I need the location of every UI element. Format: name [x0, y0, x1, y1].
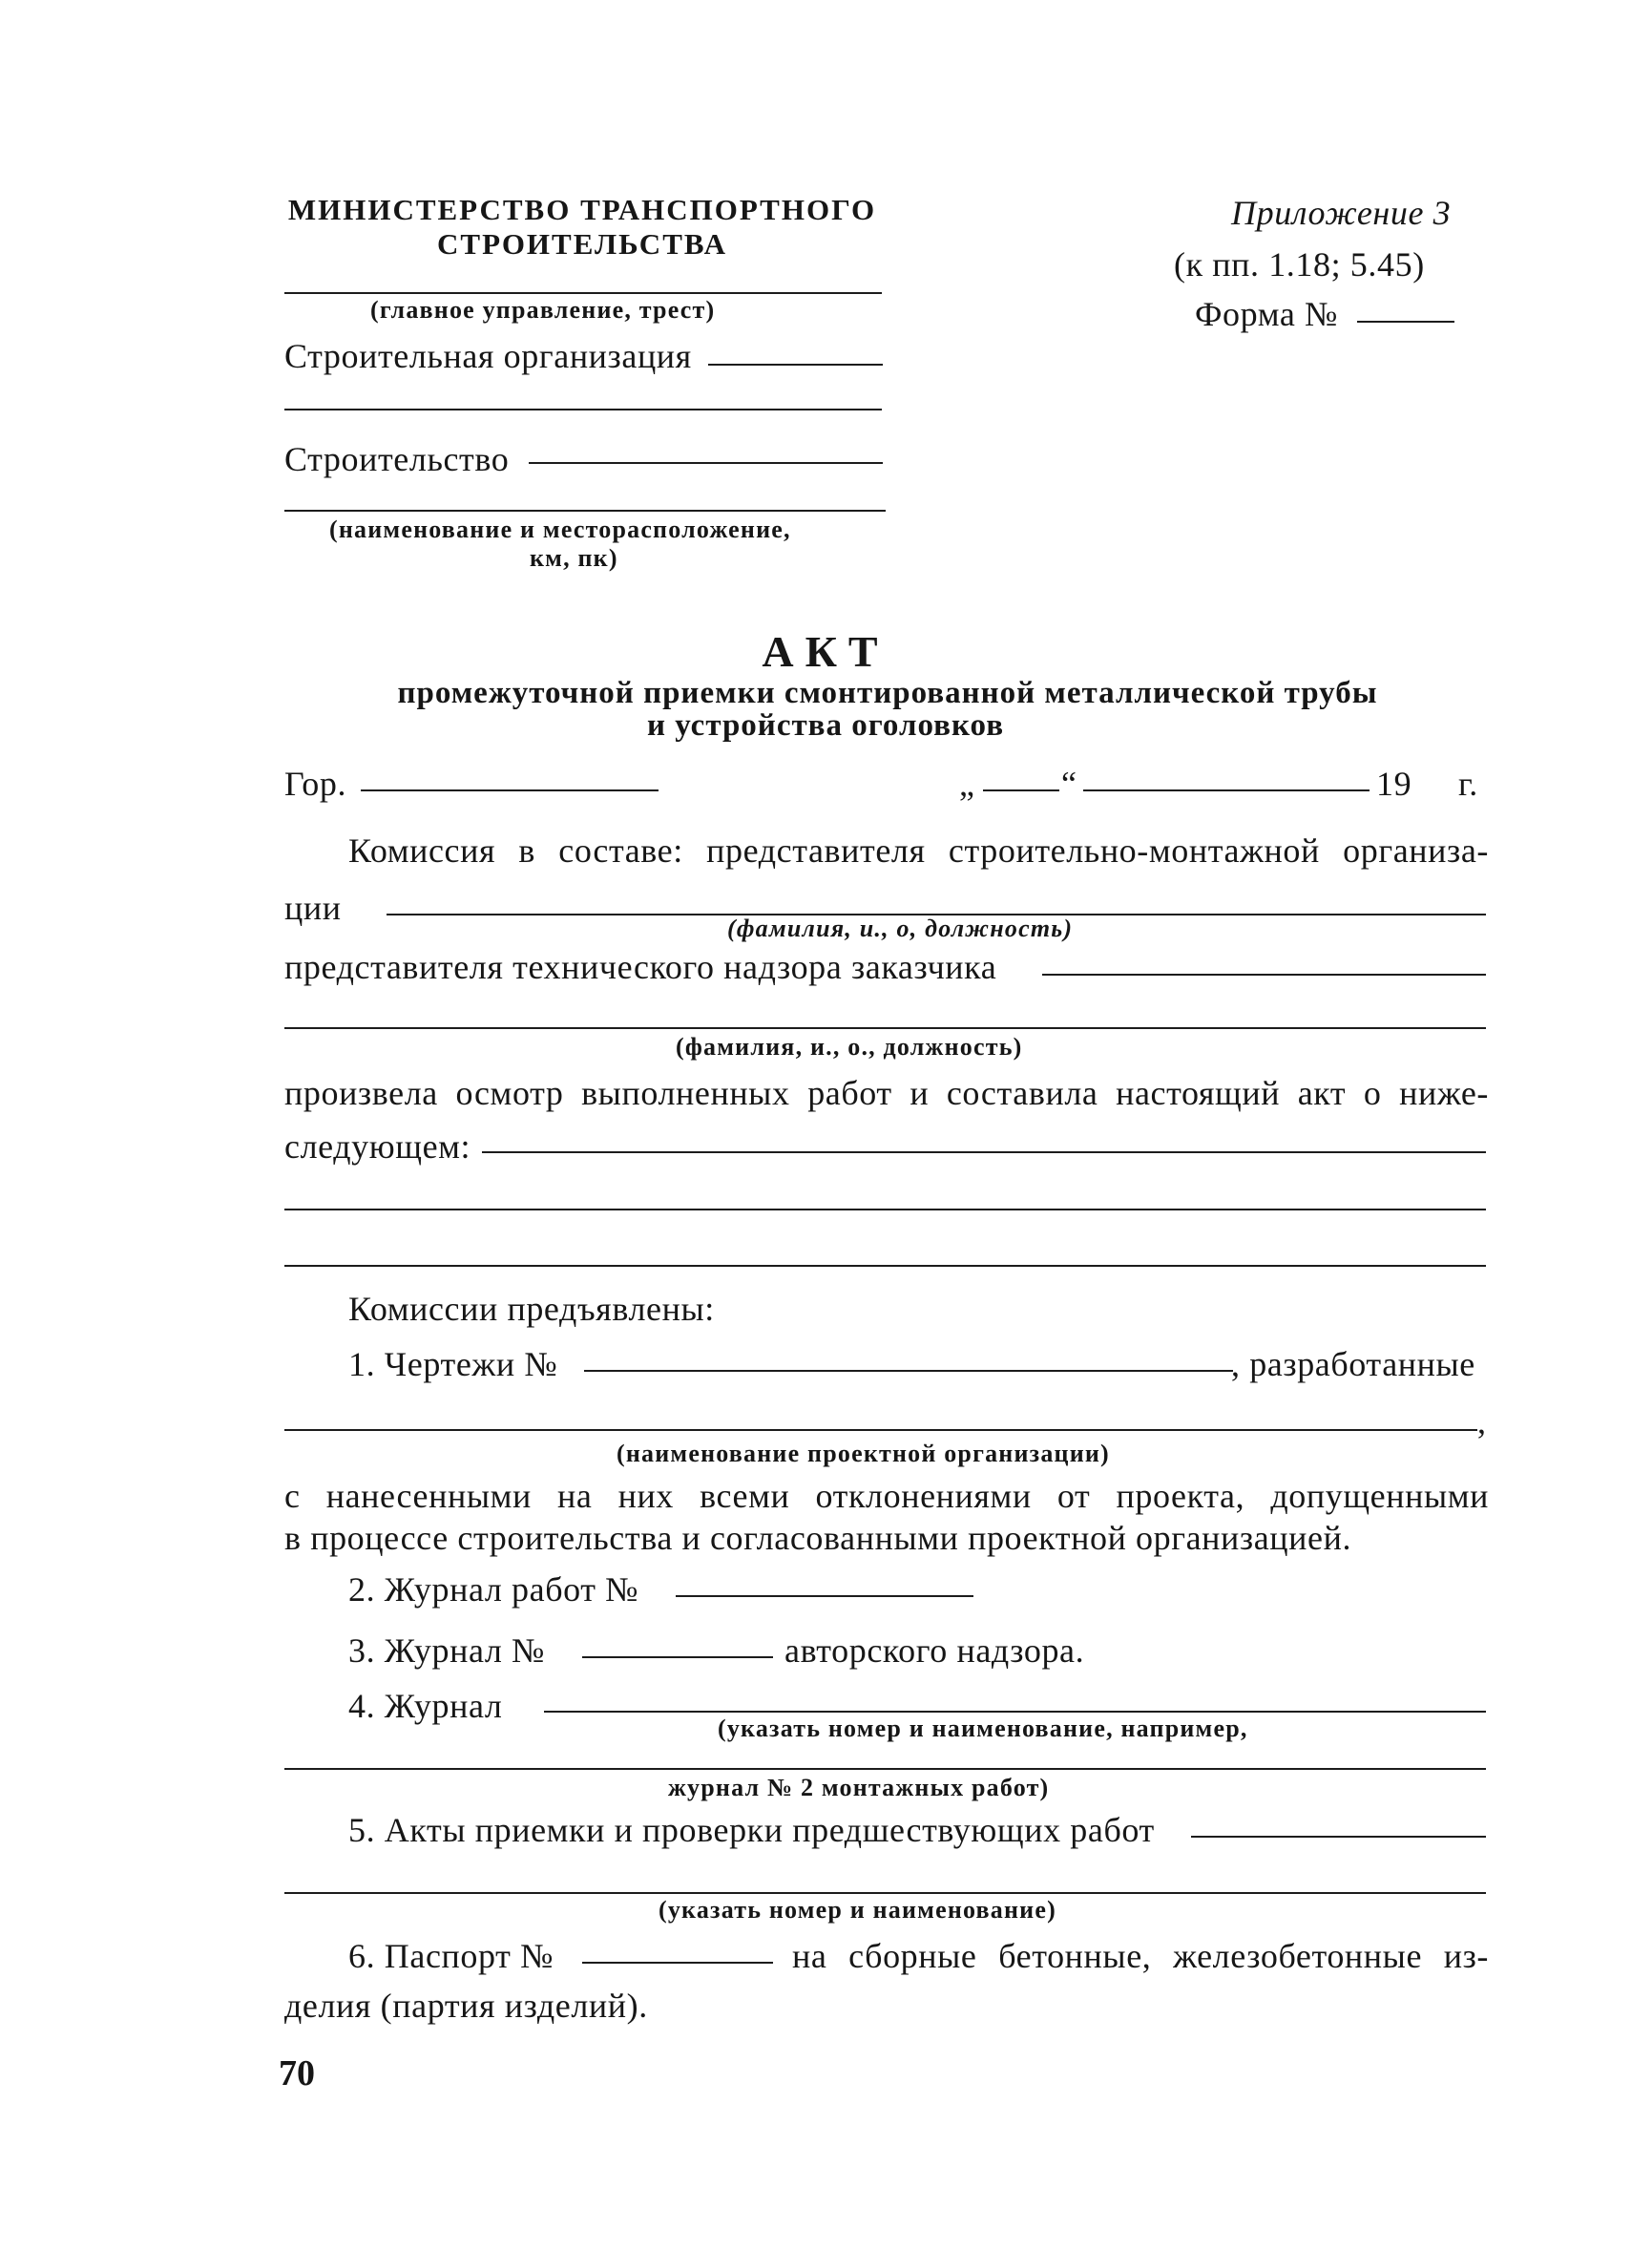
acts-line-2[interactable]	[284, 1892, 1486, 1894]
caption-acts: (указать номер и наименование)	[659, 1896, 1056, 1924]
customer-rep-line-2[interactable]	[284, 1027, 1486, 1029]
acts-line[interactable]	[1191, 1836, 1486, 1838]
item6-label: 6. Паспорт №	[348, 1937, 554, 1975]
appendix-reference: (к пп. 1.18; 5.45)	[1174, 245, 1425, 284]
journal-name-line[interactable]	[544, 1711, 1486, 1713]
presented-heading: Комиссии предъявлены:	[348, 1290, 715, 1328]
caption-journal-line1: (указать номер и наименование, например,	[718, 1715, 1248, 1742]
act-title: АКТ	[762, 627, 889, 676]
item6-suffix: на сборные бетонные, железобетонные из-	[792, 1937, 1489, 1975]
commission-line2-start: ции	[284, 889, 342, 927]
caption-journal-line2: журнал № 2 монтажных работ)	[668, 1774, 1050, 1801]
inspection-line2: следующем:	[284, 1127, 471, 1166]
findings-line-1[interactable]	[482, 1151, 1486, 1153]
act-subtitle-line2: и устройства оголовков	[646, 708, 1005, 743]
quote-open: „	[959, 765, 975, 803]
caption-design-org: (наименование проектной организации)	[617, 1440, 1110, 1467]
item4-label: 4. Журнал	[348, 1687, 503, 1725]
construction-org-line-2[interactable]	[284, 409, 882, 410]
author-journal-number-line[interactable]	[582, 1656, 773, 1658]
item1-label: 1. Чертежи №	[348, 1345, 558, 1383]
design-org-line[interactable]	[284, 1429, 1477, 1431]
item1-comma: ,	[1477, 1402, 1487, 1441]
findings-line-3[interactable]	[284, 1265, 1486, 1267]
inspection-line1: произвела осмотр выполненных работ и составила настоящий акт о ниже-	[284, 1074, 1489, 1112]
year-prefix: 19	[1376, 765, 1412, 803]
caption-location-line2: км, пк)	[530, 544, 618, 572]
appendix-title: Приложение 3	[1231, 194, 1452, 232]
form-number-line[interactable]	[1357, 321, 1454, 323]
item5-label: 5. Акты приемки и проверки предшествующих работ	[348, 1811, 1155, 1849]
month-line[interactable]	[1083, 789, 1370, 791]
city-label: Гор.	[284, 765, 347, 803]
item1-suffix: , разработанные	[1231, 1345, 1475, 1383]
item3-label: 3. Журнал №	[348, 1631, 545, 1670]
form-number-label: Форма №	[1195, 295, 1338, 333]
works-journal-number-line[interactable]	[676, 1595, 973, 1597]
journal-name-line-2[interactable]	[284, 1768, 1486, 1770]
act-subtitle-line1: промежуточной приемки смонтированной металлической трубы	[397, 676, 1378, 710]
item2-label: 2. Журнал работ №	[348, 1570, 639, 1609]
caption-customer: (фамилия, и., о., должность)	[676, 1033, 1023, 1061]
item3-suffix: авторского надзора.	[784, 1631, 1085, 1670]
construction-label: Строительство	[284, 440, 510, 478]
item6-line2: делия (партия изделий).	[284, 1987, 648, 2025]
day-line[interactable]	[983, 789, 1059, 791]
quote-close: “	[1061, 765, 1077, 803]
customer-rep-line[interactable]	[1042, 974, 1486, 976]
year-suffix: г.	[1458, 765, 1478, 803]
item1-text-line2: в процессе строительства и согласованными проектной организацией.	[284, 1519, 1352, 1557]
passport-number-line[interactable]	[582, 1962, 773, 1964]
construction-line[interactable]	[529, 462, 883, 464]
caption-location-line1: (наименование и месторасположение,	[329, 515, 791, 543]
caption-directorate: (главное управление, трест)	[370, 296, 716, 324]
caption-contractor: (фамилия, и., о, должность)	[727, 915, 1074, 942]
item1-text-line1: с нанесенными на них всеми отклонениями от проекта, допущенными	[284, 1477, 1489, 1515]
construction-org-line[interactable]	[708, 364, 883, 366]
commission-line1: Комиссия в составе: представителя строительно-монтажной организа-	[348, 831, 1489, 870]
drawings-number-line[interactable]	[584, 1370, 1233, 1372]
construction-line-2[interactable]	[284, 510, 886, 512]
ministry-name-line1: МИНИСТЕРСТВО ТРАНСПОРТНОГО	[287, 193, 877, 226]
directorate-line[interactable]	[284, 292, 882, 294]
construction-org-label: Строительная организация	[284, 337, 692, 375]
city-line[interactable]	[361, 789, 659, 791]
findings-line-2[interactable]	[284, 1209, 1486, 1210]
page-number: 70	[279, 2053, 315, 2093]
ministry-name-line2: СТРОИТЕЛЬСТВА	[437, 227, 727, 261]
customer-rep-label: представителя технического надзора заказчика	[284, 948, 997, 986]
